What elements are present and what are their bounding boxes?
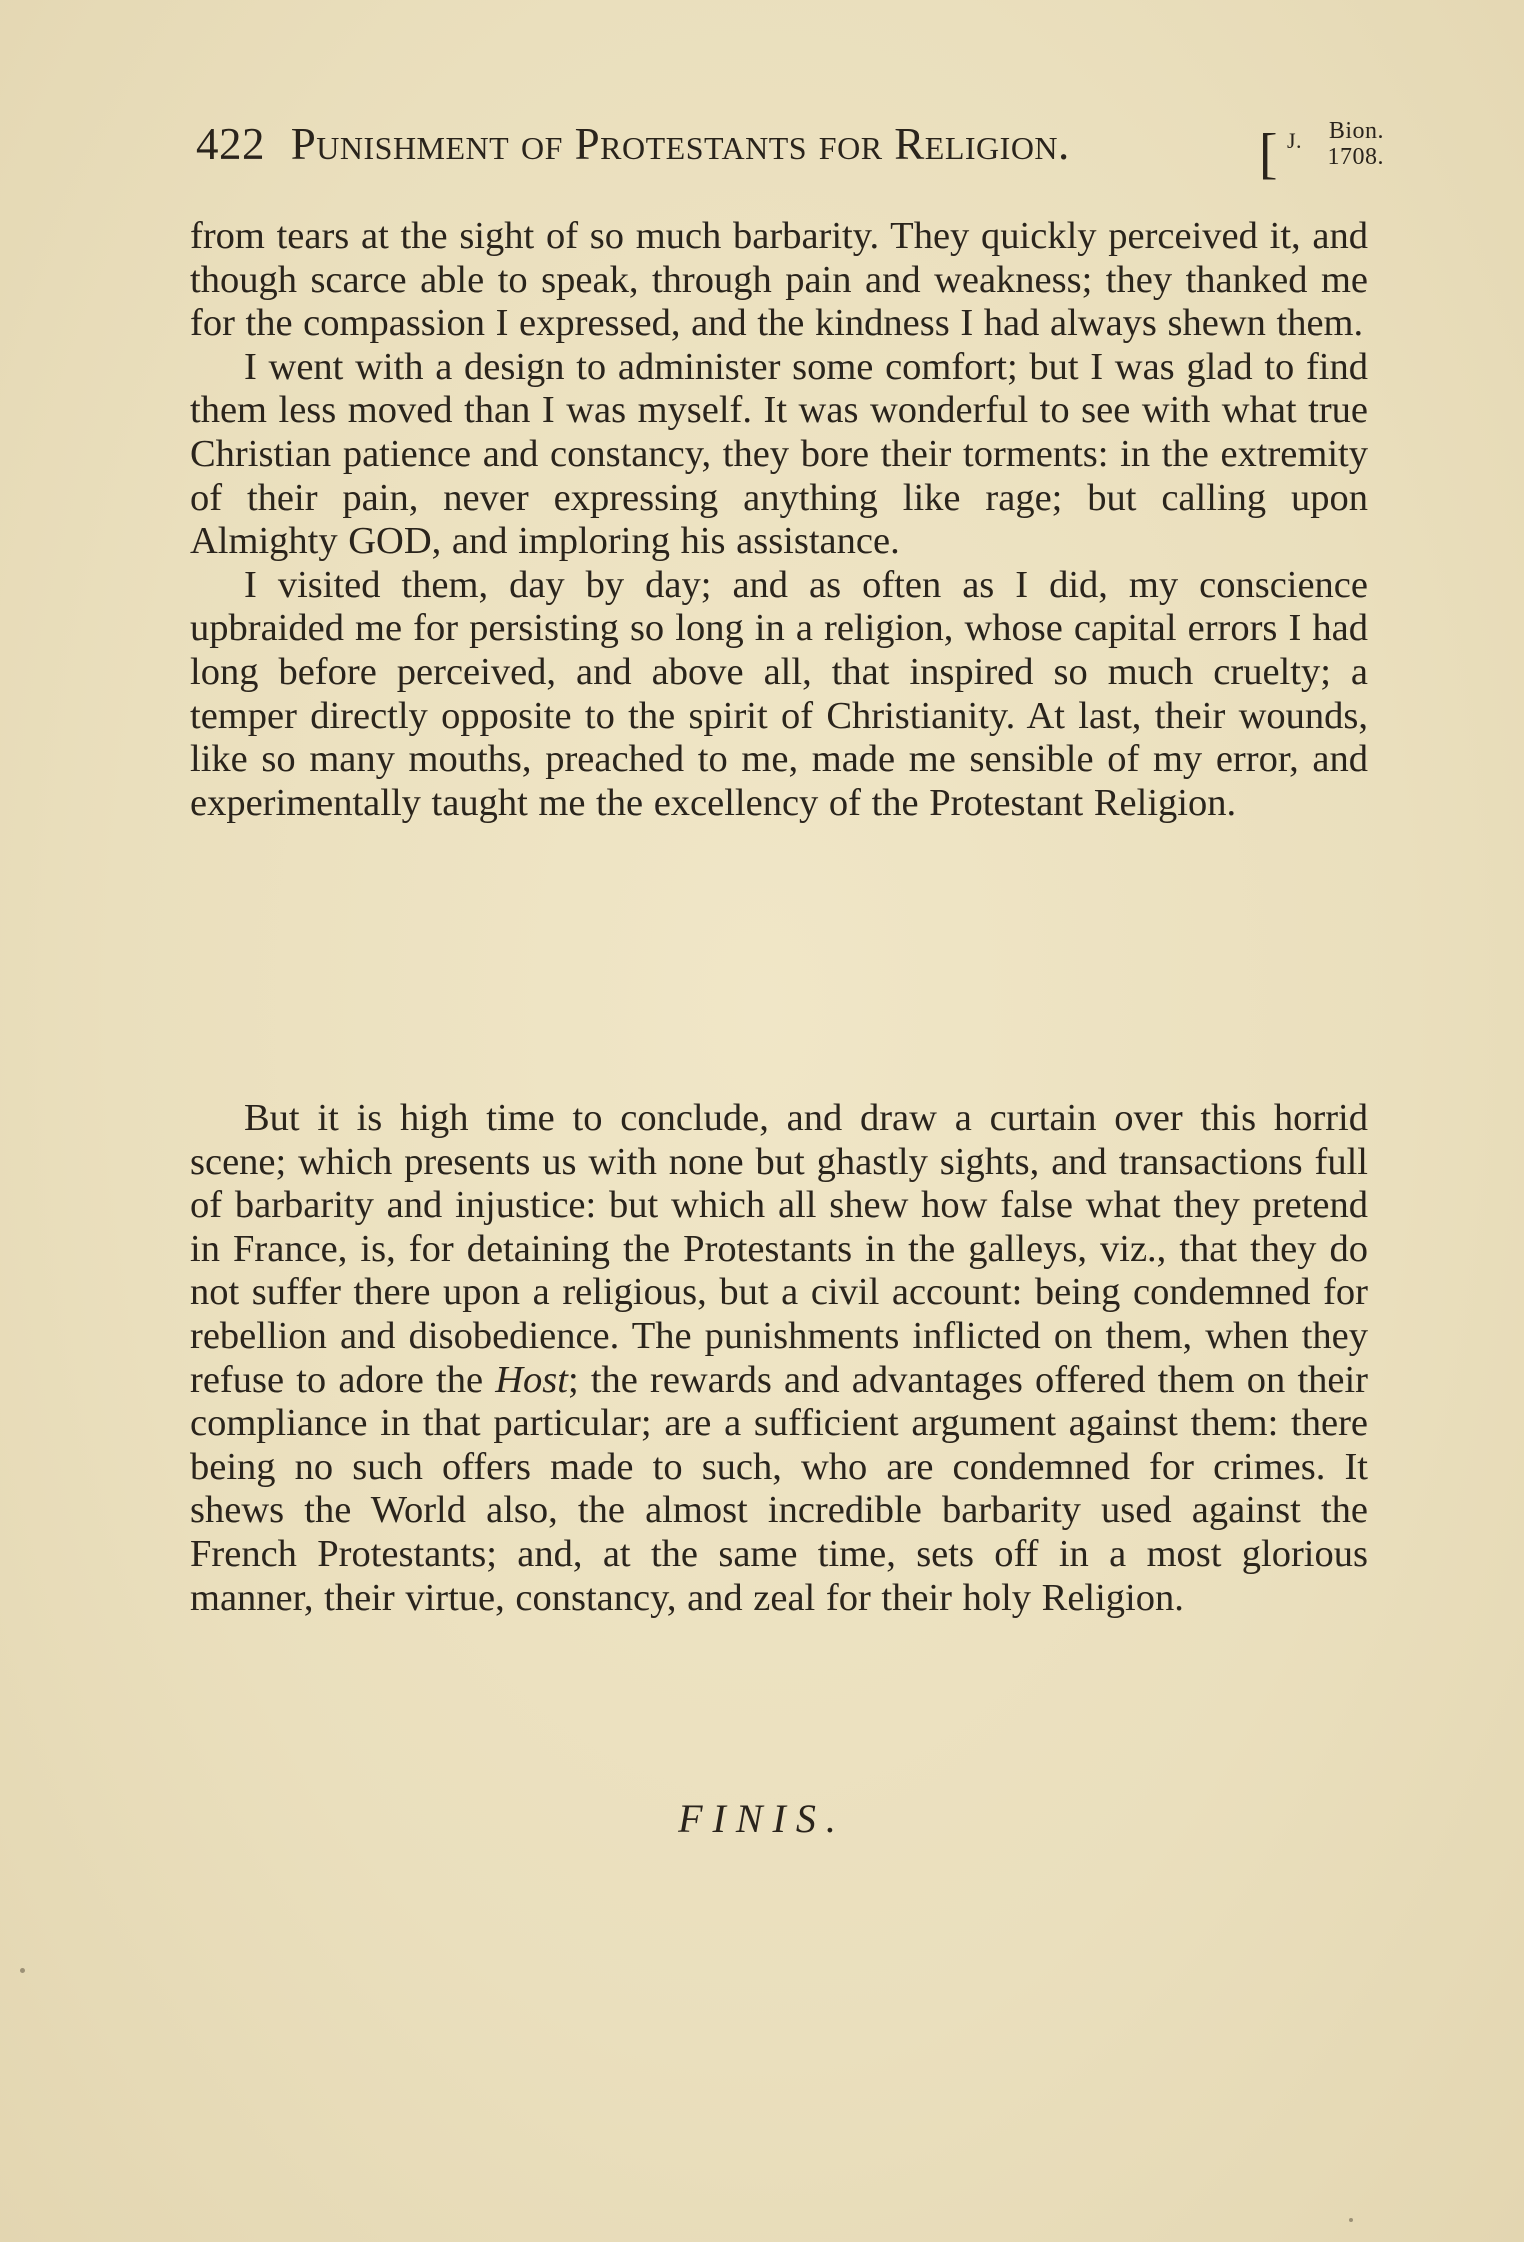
side-note-author-name: Bion. <box>1328 118 1384 144</box>
paper-speck <box>1349 2218 1353 2222</box>
running-head <box>196 118 1386 188</box>
conclusion-text-after: ; the rewards and advantages offered them on their compliance in that particular; are a sufficient argument against them: there being no such offers made to such, who are condemned for crimes. It shews the World also, the almost incredible barbarity used against the French Protestants; and, at the same time, sets off in a most glorious manner, their virtue, constancy, and zeal for their holy Religion. <box>190 1358 1368 1619</box>
side-note-bracket: [ <box>1258 123 1278 185</box>
paragraph-comfort: I went with a design to administer some comfort; but I was glad to find them less moved than I was myself. It was wonderful to see with what true Christian patience and constancy, they bore their torments: in the extremity of their pain, never expressing anything like rage; but calling upon Almighty GOD, and imploring his assistance. <box>190 345 1368 563</box>
side-note-year: 1708. <box>1327 144 1384 170</box>
body-text <box>190 215 1368 825</box>
host-word: Host <box>495 1358 568 1401</box>
paragraph-conclusion <box>190 1097 1368 1620</box>
running-head-title: Punishment of Protestants for Religion. <box>290 119 1070 169</box>
paragraph-conscience: I visited them, day by day; and as often as I did, my conscience upbraided me for persisting so long in a religion, whose capital errors I had long before perceived, and above all, that inspired so much cruelty; a temper directly opposite to the spirit of Christianity. At last, their wounds, like so many mouths, preached to me, made me sensible of my error, and experimentally taught me the excellency of the Protestant Religion. <box>190 563 1368 824</box>
page-number: 422 <box>196 119 265 169</box>
side-note-author-initial: J. <box>1286 128 1302 153</box>
finis: FINIS. <box>678 1796 846 1841</box>
paper-speck <box>20 1968 25 1973</box>
conclusion-section <box>190 1097 1368 1620</box>
conclusion-text-before: But it is high time to conclude, and draw a curtain over this horrid scene; which presents us with none but ghastly sights, and transactions full of barbarity and injustice: but which all shew how false what they pretend in France, is, for detaining the Protestants in the galleys, viz., that they do not suffer there upon a religious, but a civil account: being condemned for rebellion and disobedience. The punishments inflicted on them, when they refuse to adore the <box>190 1097 1368 1401</box>
paragraph-continuation: from tears at the sight of so much barbarity. They quickly perceived it, and though scarce able to speak, through pain and weakness; they thanked me for the compassion I expressed, and the kindness I had always shewn them. <box>190 215 1368 345</box>
